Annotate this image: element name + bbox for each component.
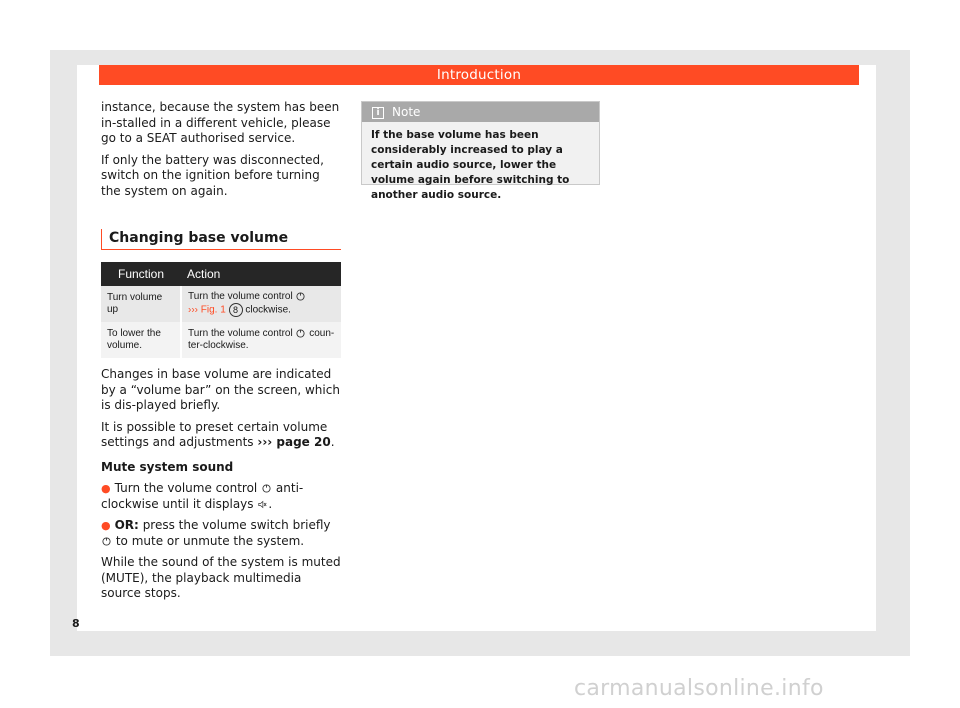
bullet-icon: ●	[101, 482, 111, 495]
intro-text	[101, 100, 341, 199]
volume-function-table	[101, 262, 341, 358]
preset-text-end: .	[330, 435, 335, 449]
body-text	[101, 367, 341, 602]
table-row	[101, 322, 341, 358]
note-label: Note	[392, 105, 421, 119]
bullet-icon: ●	[101, 519, 111, 532]
volume-knob-icon	[102, 537, 111, 546]
action-text-end: coun-ter-clockwise.	[188, 328, 335, 351]
mute-heading: Mute system sound	[101, 459, 234, 474]
bullet-text-end: .	[268, 496, 273, 511]
intro-paragraph-2: If only the battery was disconnected, switch on the ignition before turning the system on again.	[101, 152, 324, 198]
info-icon: i	[372, 107, 384, 119]
speaker-mute-icon	[258, 500, 267, 509]
page-number: 8	[72, 617, 80, 630]
list-item	[101, 481, 341, 512]
action-text: Turn the volume control	[188, 291, 293, 302]
note-header	[362, 102, 599, 122]
bullet-text-cont: to mute or unmute the system.	[115, 533, 305, 548]
watermark: carmanualsonline.info	[574, 676, 824, 701]
bullet-text-cont: anti-clockwise until it displays	[101, 481, 304, 511]
note-text: If the base volume has been considerably increased to play a certain audio source, lower the volume again before switching to another audio source.	[371, 129, 570, 201]
list-item	[101, 518, 341, 549]
preset-paragraph	[101, 420, 341, 451]
table-cell-action	[181, 322, 341, 358]
mute-paragraph: While the sound of the system is muted (MUTE), the playback multimedia source stops.	[101, 555, 341, 600]
table-row	[101, 286, 341, 322]
chapter-header: Introduction	[99, 65, 859, 85]
figure-reference-link[interactable]: ››› Fig. 1	[188, 304, 226, 316]
volume-knob-icon	[296, 329, 305, 338]
bullet-text: press the volume switch briefly	[142, 518, 331, 532]
volume-knob-icon	[296, 292, 305, 301]
action-text-end: clockwise.	[245, 304, 291, 316]
or-label: OR:	[114, 518, 139, 532]
table-cell-action	[181, 286, 341, 322]
table-header-function: Function	[101, 262, 181, 286]
preset-text: It is possible to preset certain volume settings and adjustments	[101, 419, 328, 449]
note-box	[361, 101, 600, 201]
volume-bar-paragraph: Changes in base volume are indicated by a “volume bar” on the screen, which is dis-played briefly.	[101, 367, 340, 412]
action-text: Turn the volume control	[188, 328, 293, 339]
intro-paragraph-1: instance, because the system has been in-stalled in a different vehicle, please go to a SEAT authorised service.	[101, 100, 340, 145]
table-header-action: Action	[181, 262, 341, 286]
bullet-text: Turn the volume control	[114, 481, 258, 495]
table-cell-function: To lower the volume.	[101, 322, 181, 358]
section-heading: Changing base volume	[101, 229, 341, 250]
callout-number: 8	[229, 303, 243, 317]
table-cell-function: Turn volume up	[101, 286, 181, 322]
volume-knob-icon	[262, 484, 271, 493]
page-reference-link[interactable]: ››› page 20	[257, 435, 331, 449]
